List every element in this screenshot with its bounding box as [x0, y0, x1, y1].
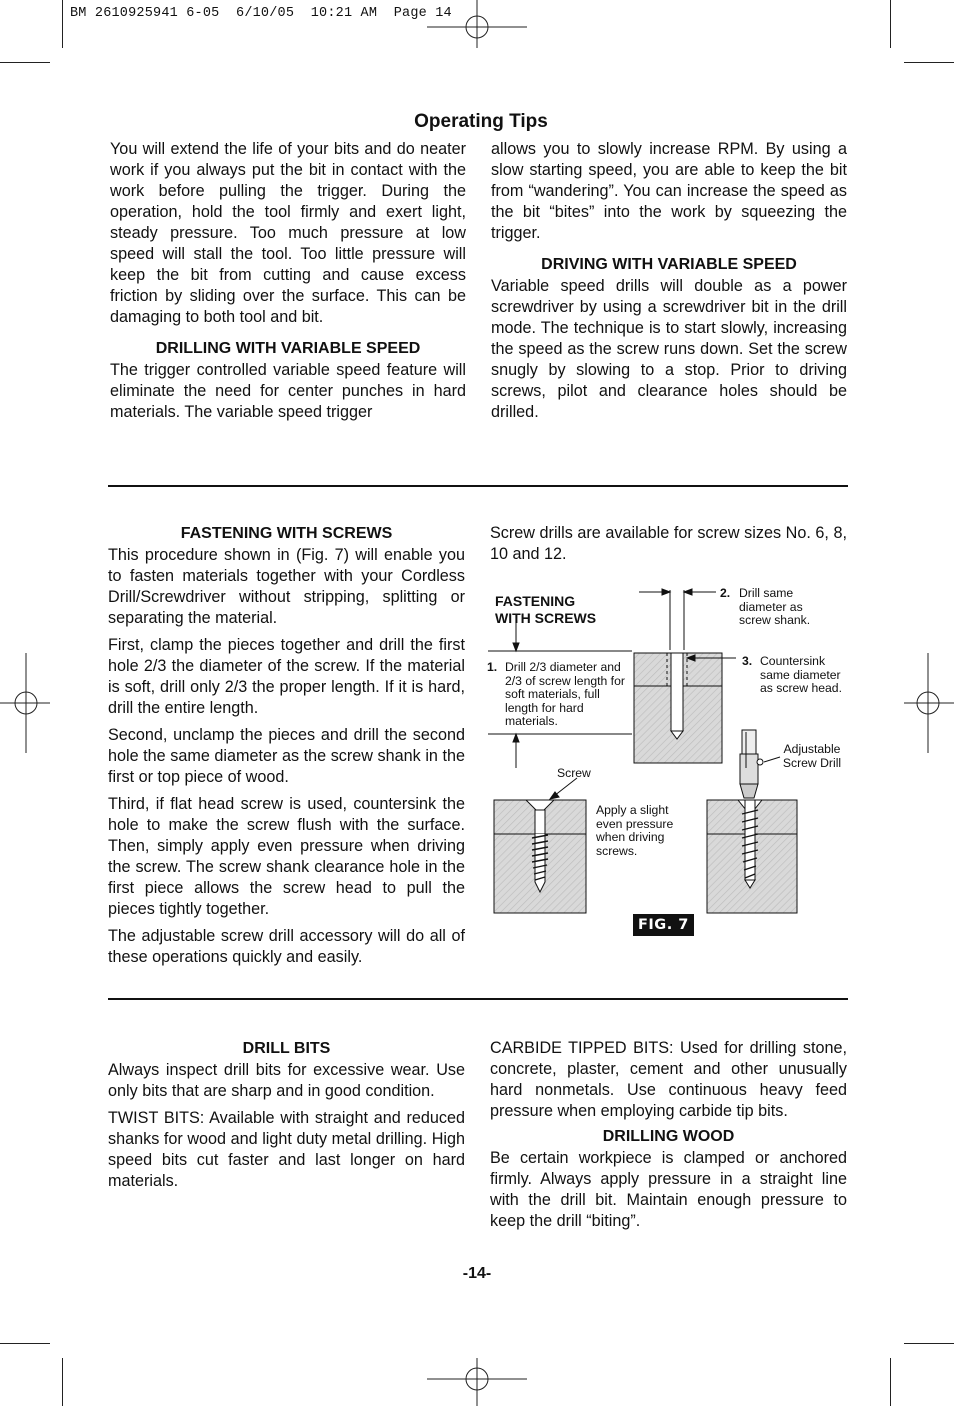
- paragraph: Third, if flat head screw is used, countersink the hole to make the screw flush with the surface. Then, simply apply even pressure when driving the screw. The screw shank clearance hole in the first piece allows the screw head to pull the pieces tightly together.: [108, 795, 465, 918]
- drill-bits-right-column: [490, 1038, 847, 1238]
- subheading-drilling-wood: DRILLING WOOD: [602, 1128, 735, 1145]
- fig7-step1-text: Drill 2/3 diameter and 2/3 of screw length for soft materials, full length for hard materials.: [505, 660, 625, 728]
- page-number: -14-: [462, 1265, 492, 1282]
- subheading-drilling-variable-speed: DRILLING WITH VARIABLE SPEED: [155, 340, 421, 357]
- paragraph: You will extend the life of your bits and do neater work if you always put the bit in contact with the work before pulling the trigger. During the operation, hold the tool firmly and exert light, steady pressure. Too much pressure at low speed will stall the tool. Too little pressure will keep the bit from cutting and cause excess friction by sliding over the surface. This can be damaging to both tool and bit.: [110, 140, 466, 326]
- operating-tips-left-column: [110, 139, 466, 429]
- fig7-title: FASTENING WITH SCREWS: [495, 593, 597, 626]
- operating-tips-right-column: [491, 139, 847, 429]
- page-title: Operating Tips: [414, 111, 548, 132]
- paragraph: First, clamp the pieces together and drill the first hole 2/3 the diameter of the screw. If the material is soft, drill only 2/3 the proper length. If it is hard, drill the entire length.: [108, 636, 465, 717]
- paragraph: TWIST BITS: Available with straight and reduced shanks for wood and light duty metal drilling. High speed bits cut faster and last longer on hard materials.: [108, 1109, 465, 1190]
- subheading-driving-variable-speed: DRIVING WITH VARIABLE SPEED: [541, 256, 797, 273]
- paragraph: Be certain workpiece is clamped or anchored firmly. Always apply pressure in a straight line with the drill bit. Maintain enough pressure to keep the drill “biting”.: [490, 1149, 847, 1230]
- paragraph: This procedure shown in (Fig. 7) will enable you to fasten materials together with your Cordless Drill/Screwdriver without stripping, splitting or separating the material.: [108, 546, 465, 627]
- drill-bits-left-column: [108, 1038, 465, 1198]
- paragraph: The trigger controlled variable speed feature will eliminate the need for center punches in hard materials. The variable speed trigger: [110, 361, 466, 421]
- fastening-right-column: [490, 523, 847, 571]
- paragraph: Second, unclamp the pieces and drill the second hole the same diameter as the screw shank in the first or top piece of wood.: [108, 726, 465, 786]
- fig7-step3-number: 3.: [742, 654, 753, 668]
- subheading-drill-bits: DRILL BITS: [242, 1040, 331, 1057]
- paragraph: Screw drills are available for screw sizes No. 6, 8, 10 and 12.: [490, 524, 847, 563]
- paragraph: Always inspect drill bits for excessive wear. Use only bits that are sharp and in good condition.: [108, 1061, 465, 1100]
- fig7-label: FIG. 7: [633, 914, 694, 936]
- fig7-step3-text: Countersink same diameter as screw head.: [760, 654, 842, 695]
- subheading-fastening-with-screws: FASTENING WITH SCREWS: [180, 525, 393, 542]
- section-divider: [108, 998, 848, 1000]
- fig7-step2-text: Drill same diameter as screw shank.: [739, 586, 811, 627]
- fig7-apply-pressure-text: Apply a slight even pressure when driving screws.: [596, 803, 674, 858]
- section-divider: [108, 485, 848, 487]
- fig7-screw-label: Screw: [557, 766, 591, 780]
- fig7-adjustable-screw-drill-label: Adjustable Screw Drill: [782, 742, 842, 770]
- fastening-left-column: [108, 523, 465, 974]
- fig7-step1-number: 1.: [487, 660, 498, 674]
- fig7-step2-number: 2.: [720, 586, 731, 600]
- print-slug: BM 2610925941 6-05 6/10/05 10:21 AM Page 14: [70, 6, 452, 21]
- paragraph: Variable speed drills will double as a power screwdriver by using a screwdriver bit in the drill mode. The technique is to start slowly, increasing the speed as the screw runs down. Set the screw snugly by slowing to a stop. Prior to driving screws, pilot and clearance holes should be drilled.: [491, 277, 847, 421]
- paragraph: allows you to slowly increase RPM. By using a slow starting speed, you are able to keep the bit from “wandering”. You can increase the speed as the bit “bites” into the work by squeezing the trigger.: [491, 140, 847, 242]
- paragraph: The adjustable screw drill accessory will do all of these operations quickly and easily.: [108, 927, 465, 966]
- paragraph: CARBIDE TIPPED BITS: Used for drilling stone, concrete, plaster, cement and other unusually hard nonmetals. Use continuous heavy feed pressure when employing carbide tip bits.: [490, 1039, 847, 1120]
